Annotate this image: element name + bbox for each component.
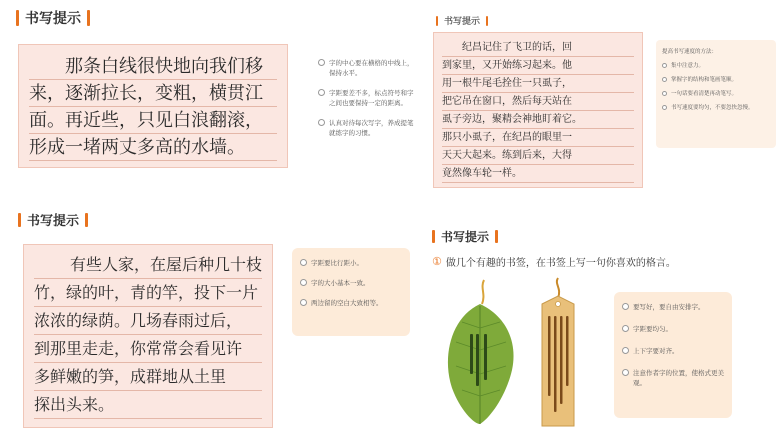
tips-top-right [656,40,776,148]
tip-item: 书写速度要均匀，不要忽快忽慢。 [662,104,770,112]
tip-item: 字距要差不多，标点符号和字之间也要保持一定的距离。 [318,88,418,108]
text-line: 浓浓的绿荫。几场春雨过后， [34,307,262,335]
tip-item: 字距要比行距小。 [300,258,402,268]
text-line: 来，逐渐拉长，变粗，横贯江 [29,80,277,107]
bullet-icon [318,89,325,96]
text-line: 多鲜嫩的笋，成群地从土里 [34,363,262,391]
text-line: 把它吊在窗口，然后每天站在 [442,93,634,111]
bullet-icon [622,325,629,332]
bullet-icon [662,105,667,110]
heading-bottom-right [432,228,498,245]
text-line: 面。再近些，只见白浪翻滚， [29,107,277,134]
accent-bar [16,10,19,26]
bullet-icon [622,347,629,354]
tip-item: 集中注意力。 [662,62,770,70]
bullet-icon [300,259,307,266]
writing-sample-bottom-left [23,244,273,428]
text-line: 虱子旁边，聚精会神地盯着它。 [442,111,634,129]
accent-bar [18,213,21,227]
tip-item: 字距要均匀。 [622,324,724,334]
heading-text: 书写提示 [444,17,481,27]
tip-item: 掌握字的结构和笔画笔顺。 [662,76,770,84]
accent-bar [486,16,488,26]
text-line: 那只小虱子，在纪昌的眼里一 [442,129,634,147]
tip-item: 要写好，要自由安排字。 [622,302,724,312]
bullet-icon [662,63,667,68]
heading-text: 书写提示 [441,230,490,244]
text-line: 竟然像车轮一样。 [442,165,634,183]
bullet-icon [300,299,307,306]
text-line: 天天大起来。练到后来，大得 [442,147,634,165]
text-line: 有些人家，在屋后种几十枝 [34,251,262,279]
accent-bar [436,16,438,26]
accent-bar [87,10,90,26]
task-prompt [432,254,676,269]
tips-bottom-right [614,292,732,418]
text-line: 到家里，又开始练习起来。他 [442,57,634,75]
heading-bottom-left [18,210,88,229]
tag-bookmark [528,276,588,432]
bullet-icon [300,279,307,286]
bullet-icon [622,303,629,310]
tip-item: 一句话要看清楚再动笔写。 [662,90,770,98]
tips-intro: 提高书写速度的方法： [662,49,718,55]
bullet-icon [318,119,325,126]
text-line: 那条白线很快地向我们移 [29,53,277,80]
tip-item: 上下字要对齐。 [622,346,724,356]
text-line: 形成一堵两丈多高的水墙。 [29,134,277,161]
leaf-bookmark [440,278,520,428]
prompt-text: 做几个有趣的书签，在书签上写一句你喜欢的格言。 [445,258,676,269]
tip-item: 注意作者字的位置，使格式更美观。 [622,368,724,388]
heading-text: 书写提示 [27,214,80,229]
bullet-icon [622,369,629,376]
tips-bottom-left [292,248,410,336]
heading-top-left [16,8,90,28]
tip-item: 认真对待每次写字，养成提笔就练字的习惯。 [318,118,418,138]
writing-sample-top-left [18,44,288,168]
tips-top-left [318,58,418,138]
bullet-icon [662,91,667,96]
accent-bar [85,213,88,227]
bullet-icon [662,77,667,82]
accent-bar [495,230,498,243]
heading-top-right [436,14,488,27]
writing-sample-top-right [433,32,643,188]
heading-text: 书写提示 [25,11,81,27]
tip-item: 字的大小基本一致。 [300,278,402,288]
text-line: 到那里走走，你常常会看见许 [34,335,262,363]
accent-bar [432,230,435,243]
prompt-number: ① [432,255,442,268]
text-line: 探出头来。 [34,391,262,419]
text-line: 竹，绿的叶，青的竿，投下一片 [34,279,262,307]
tip-item: 两边留的空白大致相等。 [300,298,402,308]
text-line: 纪昌记住了飞卫的话，回 [442,39,634,57]
bullet-icon [318,59,325,66]
tip-item: 字的中心要在横格的中线上，保持水平。 [318,58,418,78]
text-line: 用一根牛尾毛拴住一只虱子， [442,75,634,93]
